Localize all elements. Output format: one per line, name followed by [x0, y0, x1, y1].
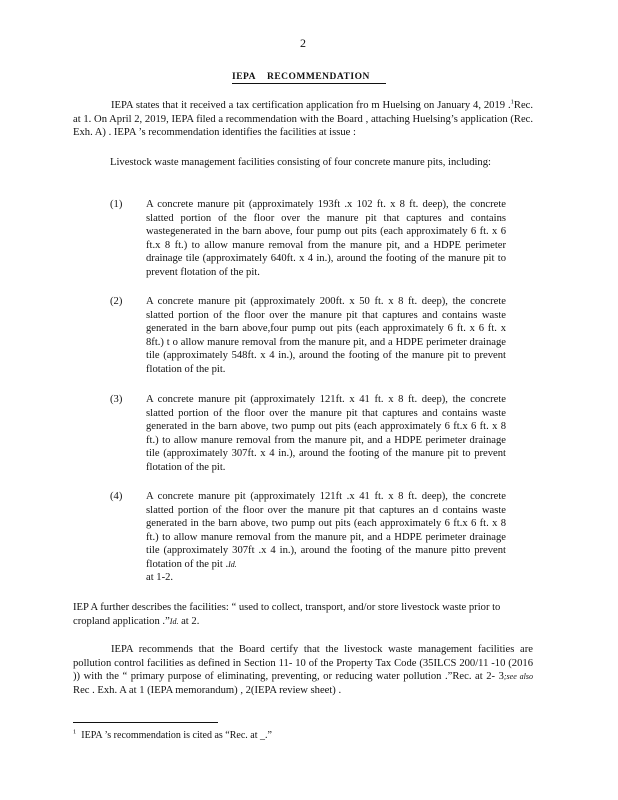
- intro-text-2: Rec. at 1. On April 2, 2019, IEPA filed a recommendation with the Board , attaching Huelsing’s application (Rec. Exh. A) . IEPA ’s recommendation identifies the facilities at issue :: [73, 100, 533, 138]
- item-text: A concrete manure pit (approximately 200ft. x 50 ft. x 8 ft. deep), the concrete slatted portion of the floor over the manure pit that captures and contains waste generated in the barn above,four pump out pits (each approximately 6 ft. x 6 ft. x 8ft.) t o allow manure removal from the manure pit, and a HDPE perimeter drainage tile (approximately 548ft. x 4 in.), around the footing of the manure pit to prevent flotation of the pit.: [146, 296, 506, 375]
- recommendation-paragraph: [73, 643, 533, 697]
- recommends-text-2: Rec . Exh. A at 1 (IEPA memorandum) , 2(IEPA review sheet) .: [73, 684, 342, 696]
- see-also-signal: ;see also: [503, 672, 533, 681]
- intro-paragraph: [73, 99, 533, 140]
- item-text: A concrete manure pit (approximately 193ft .x 102 ft. x 8 ft. deep), the concrete slatted portion of the floor over the manure pit that captures and contains wastegenerated in the barn above, four pump out pits (each approximately 6 ft. x 6 ft.x 8 ft.) to allow manure removal from the manure pit, and a HDPE perimeter drainage tile (approximately 640ft. x 4 in.), around the footing of the manure pit to prevent flotation of the pit.: [146, 199, 506, 278]
- section-heading: IEPA RECOMMENDATION: [232, 72, 386, 84]
- footnote-divider: [73, 722, 218, 723]
- item-number: (2): [110, 296, 123, 307]
- item-number: (1): [110, 199, 123, 210]
- recommends-text-1: IEPA recommends that the Board certify that the livestock waste management facilities are pollution control facilities as defined in Section 11- 10 of the Property Tax Code (35ILCS 200/11 -10 (2016 )) with the “ primary purpose of eliminating, preventing, or reducing water pollution .”Rec. at 2- 3: [73, 644, 533, 682]
- further-text-1: IEP A further describes the facilities: “ used to collect, transport, and/or store livestock waste prior to cropland application .”: [73, 602, 501, 627]
- item-text: [146, 490, 506, 585]
- id-citation: Id.: [228, 559, 237, 569]
- further-paragraph: [73, 601, 518, 628]
- intro-text-1: IEPA states that it received a tax certification application fro m Huelsing on January 4, 2019 .: [111, 100, 511, 111]
- further-text-2: at 2.: [181, 615, 200, 627]
- footnote-text: IEPA ’s recommendation is cited as “Rec. at _.”: [81, 730, 272, 741]
- id-citation: Id.: [169, 616, 179, 626]
- facilities-lead: Livestock waste management facilities consisting of four concrete manure pits, including:: [110, 157, 491, 168]
- footnote-ref: 1: [510, 98, 514, 106]
- footnote-mark: 1: [73, 728, 77, 736]
- footnote: [73, 730, 272, 741]
- page-number: 2: [300, 36, 306, 50]
- item-text-body: A concrete manure pit (approximately 121ft .x 41 ft. x 8 ft. deep), the concrete slatted portion of the floor over the manure pit that captures an d contains waste generated in the barn above, two pump out pits (each approximately 6 ft.x 6 ft. x 8 ft.) to allow manure removal from the manure pit, and a HDPE perimeter drainage tile (approximately 307ft .x 4 in.), around the footing of the manure pitto prevent flotation of the pit .: [146, 491, 506, 570]
- item-number: (3): [110, 394, 123, 405]
- item-text-tail: at 1-2.: [146, 572, 174, 583]
- item-text: A concrete manure pit (approximately 121ft. x 41 ft. x 8 ft. deep), the concrete slatted portion of the floor over the manure pit that captures and contains waste generated in the barn above, two pump out pits (each approximately 6 ft.x 6 ft. x 8 ft.) to allow manure removal from the manure pit, and a HDPE perimeter drainage tile (approximately 307ft. x 4 in.), around the footing of the manure pit to prevent flotation of the pit.: [146, 394, 506, 473]
- item-number: (4): [110, 491, 123, 502]
